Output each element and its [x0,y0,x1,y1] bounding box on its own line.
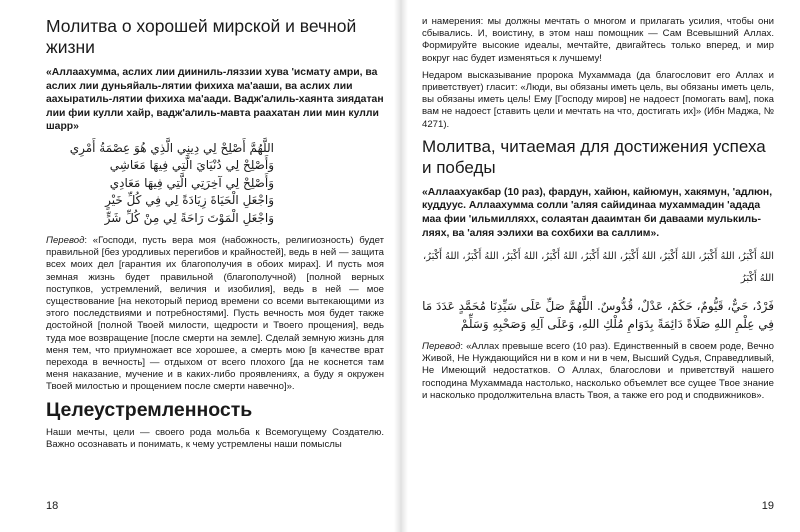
right-prayer-heading: Молитва, читаемая для достижения успеха и победы [422,136,766,177]
right-arabic-body: فَرْدٌ، حَيٌّ، قَيُّومٌ، حَكَمٌ، عَدْلٌ، قُدُّوسٌ. اللَّهُمَّ صَلِّ عَلَى سَيِّدِنَا مُحَمَّدٍ عَدَدَ مَا فِي عِلْمِ اللهِ صَلَاةً دَائِمَةً بِدَوَامِ مُلْكِ اللهِ، وَعَلَى آلِهِ وَصَحْبِهِ وَسَلِّمْ [422,299,774,331]
section-heading: Целеустремленность [46,398,253,421]
left-prayer-heading: Молитва о хорошей мирской и вечной жизни [46,16,357,57]
right-arabic-takbir: اللهُ أَكْبَرُ، اللهُ أَكْبَرُ، اللهُ أَكْبَرُ، اللهُ أَكْبَرُ، اللهُ أَكْبَرُ، اللهُ أَكْبَرُ، اللهُ أَكْبَرُ، اللهُ أَكْبَرُ، اللهُ أَكْبَرُ، اللهُ أَكْبَرُ [423,251,774,285]
right-transliteration: «Аллаахуакбар (10 раз), фардун, хайюн, кайюмун, хакямун, 'адлюн, куддуус. Аллаахумма солли 'аляя сайидинаа мухаммадин 'адада маа фии 'ильмилляхх, солаятан дааимтан би даваами мулькиль-ляях, ва 'аляя ээлихи ва сохбихи ва саллим». [422,186,773,239]
right-page [404,0,800,532]
left-translation [46,235,384,394]
left-translation-label: Перевод [46,235,85,246]
left-translation-text: : «Господи, пусть вера моя (набожность, религиозность) будет правильной [без уродливых перегибов и крайностей], ведь в ней — защита всех моих дел [гарантия их благополучия в обоих мирах]. И пусть моя земная жизнь будет правильной (благополучной) [полной верных поступков, устремлений, величия и изобилия], ведь в ней — мое существование [на некоторый период времени со всеми вытекающими из этого последствиями и потребностями]. Пусть вечность моя будет также достойной [полной Твоей милости, щедрости и Твоего прощения], ведь туда мое возвращение [после смерти на земле]. Сделай земную жизнь для меня тем, что приумножает все хорошее, а смерть мою [в качестве врат перехода в вечность] — отдыхом от всего плохого [да не коснется там меня наказание, мучение и в каких-либо проявлениях, а буду я окружен Твоей милостью и прощением после смерти навечно]». [46,235,384,393]
section-text: Наши мечты, цели — своего рода мольба к Всемогущему Создателю. Важно осознавать и понимать, к чему устремлены наши помыслы [46,426,384,450]
left-arabic-prayer: اللَّهُمَّ أَصْلِحْ لِي دِينِي الَّذِي هُوَ عِصْمَةُ أَمْرِي وَأَصْلِحْ لِي دُنْيَايَ الَّتِي فِيهَا مَعَاشِي وَأَصْلِحْ لِي آخِرَتِي الَّتِي فِيهَا مَعَادِي وَاجْعَلِ الْحَيَاةَ زِيَادَةً لِي فِي كُلِّ خَيْرٍ وَاجْعَلِ الْمَوْتَ رَاحَةً لِي مِنْ كُلِّ شَرٍّ [69,140,274,225]
page-number-right: 19 [761,500,774,512]
right-continuation-text: и намерения: мы должны мечтать о многом и прилагать усилия, чтобы они сбывались. И, воистину, в этом наш помощник — Сам Всевышний Аллах. Формируйте высокие идеалы, мечтайте, двигайтесь только вперед, и мир вокруг нас будет изменяться к лучшему! [422,16,774,64]
right-translation [422,341,774,402]
left-transliteration: «Аллаахумма, аслих лии дииниль-ляззии хува 'исмату амри, ва аслих лии дуньяйаль-лятии фихиха ма'ааши, ва аслих лии аахыратиль-лятии фихиха ма'аади. Вадж'алиль-хаянта зиядатан лии фии кулли хайр, вадж'алиль-мавта раахатан лии мин кулли шарр» [46,67,384,133]
right-hadith-text: Недаром высказывание пророка Мухаммада (да благословит его Аллах и приветствует) гласит: «Люди, вы обязаны иметь цель, вы обязаны иметь цель, вы обязаны иметь цель! Ему [Господу миров] не надоест [помогать вам], пока вам не надоест [ставить цели и мечтать на что, достигать их]» (Ибн Маджа, № 4271). [422,69,774,130]
right-translation-text: : «Аллах превыше всего (10 раз). Единственный в своем роде, Вечно Живой, Не Нуждающийся ни в ком и ни в чем, Высший Судья, Справедливый, Не Имеющий недостатков. О Аллах, благослови и приветствуй нашего господина Мухаммада настолько, насколько объемлет все сущее Твое знание и насколько продолжительна власть Твоя, а также его род и сподвижников». [422,341,774,401]
page-number-left: 18 [46,500,59,512]
left-page [0,0,398,532]
right-translation-label: Перевод [422,341,461,353]
